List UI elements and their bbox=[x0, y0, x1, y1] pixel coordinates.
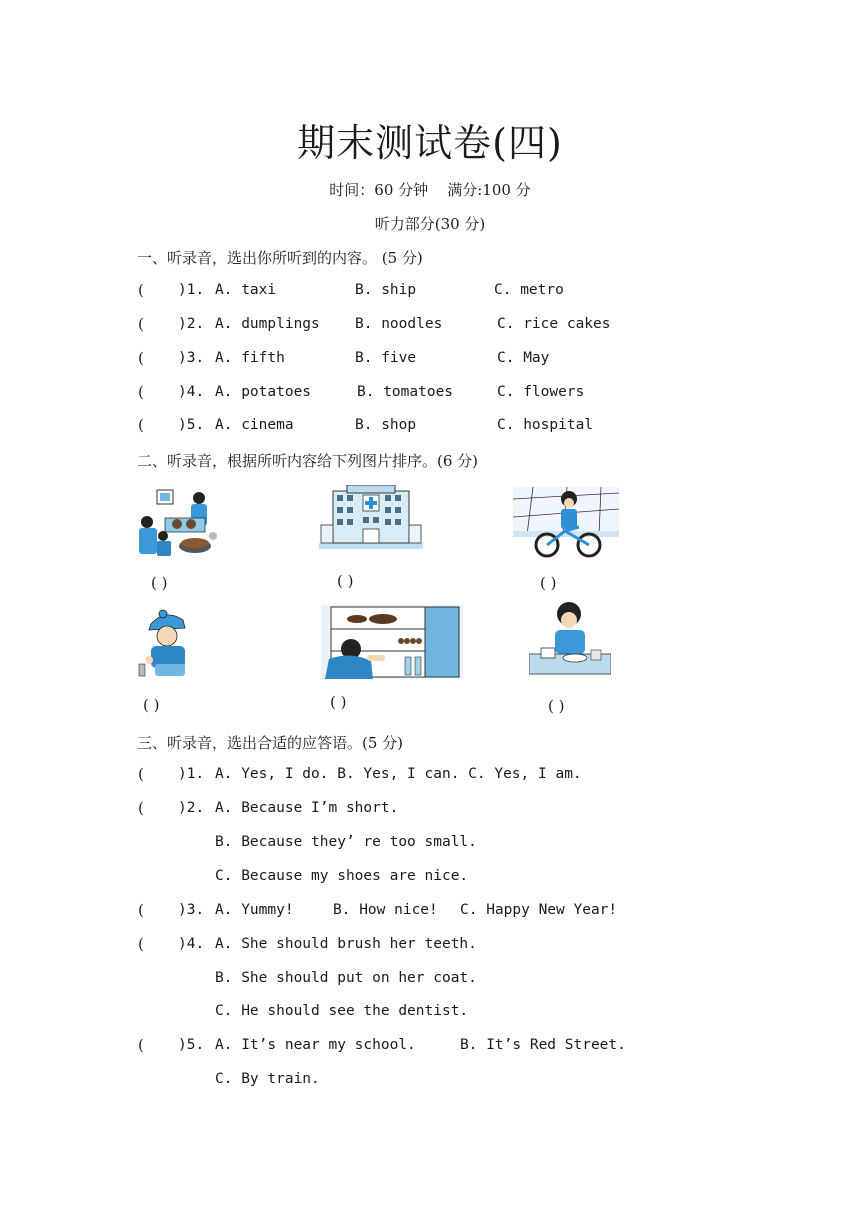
question-number: )1. bbox=[178, 282, 205, 298]
question-number: )2. bbox=[178, 800, 205, 816]
option-c: C. May bbox=[497, 350, 550, 366]
option-c: C. rice cakes bbox=[497, 316, 611, 332]
exam-time: 时间：60 分钟 bbox=[329, 181, 429, 199]
option-c: C. flowers bbox=[497, 384, 585, 400]
section-2-heading: 二、听录音，根据所听内容给下列图片排序。(6 分) bbox=[137, 452, 479, 470]
answer-paren-open: ( bbox=[138, 315, 144, 333]
hospital-picture bbox=[319, 485, 423, 551]
option-b: B. It’s Red Street. bbox=[460, 1037, 626, 1053]
option-a: A. potatoes bbox=[215, 384, 312, 400]
option-c: C. Happy New Year! bbox=[460, 902, 618, 918]
question-number: )4. bbox=[178, 384, 205, 400]
exam-meta bbox=[0, 179, 860, 200]
answer-paren-open: ( bbox=[138, 281, 144, 299]
option-a: A. Yummy! bbox=[215, 902, 294, 918]
question-number: )5. bbox=[178, 417, 205, 433]
option-a: A. Because I’m short. bbox=[215, 800, 399, 816]
order-blank[interactable]: ( ) bbox=[540, 574, 557, 592]
man-at-fridge-picture bbox=[321, 605, 463, 679]
option-a: A. cinema bbox=[215, 417, 294, 433]
option-b: B. shop bbox=[355, 417, 417, 433]
option-b: B. How nice! bbox=[333, 902, 438, 918]
option-b: B. noodles bbox=[355, 316, 443, 332]
page-title: 期末测试卷(四) bbox=[297, 121, 563, 165]
option-c: C. hospital bbox=[497, 417, 594, 433]
option-c: C. He should see the dentist. bbox=[215, 1003, 469, 1019]
option-b: B. She should put on her coat. bbox=[215, 970, 477, 986]
response-options: A. Yes, I do. B. Yes, I can. C. Yes, I am. bbox=[215, 766, 582, 782]
question-number: )3. bbox=[178, 350, 205, 366]
answer-paren-open: ( bbox=[138, 416, 144, 434]
answer-paren-open: ( bbox=[138, 935, 144, 953]
option-a: A. It’s near my school. bbox=[215, 1037, 416, 1053]
question-number: )1. bbox=[178, 766, 205, 782]
answer-paren-open: ( bbox=[138, 349, 144, 367]
answer-paren-open: ( bbox=[138, 901, 144, 919]
question-number: )4. bbox=[178, 936, 205, 952]
question-number: )3. bbox=[178, 902, 205, 918]
girl-riding-bike-picture bbox=[513, 487, 619, 559]
answer-paren-open: ( bbox=[138, 799, 144, 817]
question-number: )5. bbox=[178, 1037, 205, 1053]
answer-paren-open: ( bbox=[138, 1036, 144, 1054]
option-a: A. fifth bbox=[215, 350, 285, 366]
option-b: B. Because they’ re too small. bbox=[215, 834, 477, 850]
option-c: C. Because my shoes are nice. bbox=[215, 868, 469, 884]
order-blank[interactable]: ( ) bbox=[330, 693, 347, 711]
order-blank[interactable]: ( ) bbox=[143, 696, 160, 714]
question-number: )2. bbox=[178, 316, 205, 332]
option-a: A. She should brush her teeth. bbox=[215, 936, 477, 952]
family-party-picture bbox=[137, 488, 221, 560]
part-heading: 听力部分(30 分) bbox=[374, 215, 486, 233]
answer-paren-open: ( bbox=[138, 383, 144, 401]
order-blank[interactable]: ( ) bbox=[151, 574, 168, 592]
option-c: C. metro bbox=[494, 282, 564, 298]
answer-paren-open: ( bbox=[138, 765, 144, 783]
option-c: C. By train. bbox=[215, 1071, 320, 1087]
option-b: B. ship bbox=[355, 282, 417, 298]
option-b: B. five bbox=[355, 350, 417, 366]
exam-score: 满分:100 分 bbox=[447, 181, 531, 199]
option-a: A. dumplings bbox=[215, 316, 320, 332]
order-blank[interactable]: ( ) bbox=[548, 697, 565, 715]
boy-at-table-picture bbox=[529, 600, 611, 680]
section-1-heading: 一、听录音，选出你所听到的内容。 (5 分) bbox=[137, 249, 423, 267]
boy-with-hat-picture bbox=[137, 608, 203, 680]
order-blank[interactable]: ( ) bbox=[337, 572, 354, 590]
option-a: A. taxi bbox=[215, 282, 277, 298]
option-b: B. tomatoes bbox=[357, 384, 454, 400]
section-3-heading: 三、听录音，选出合适的应答语。(5 分) bbox=[137, 734, 404, 752]
